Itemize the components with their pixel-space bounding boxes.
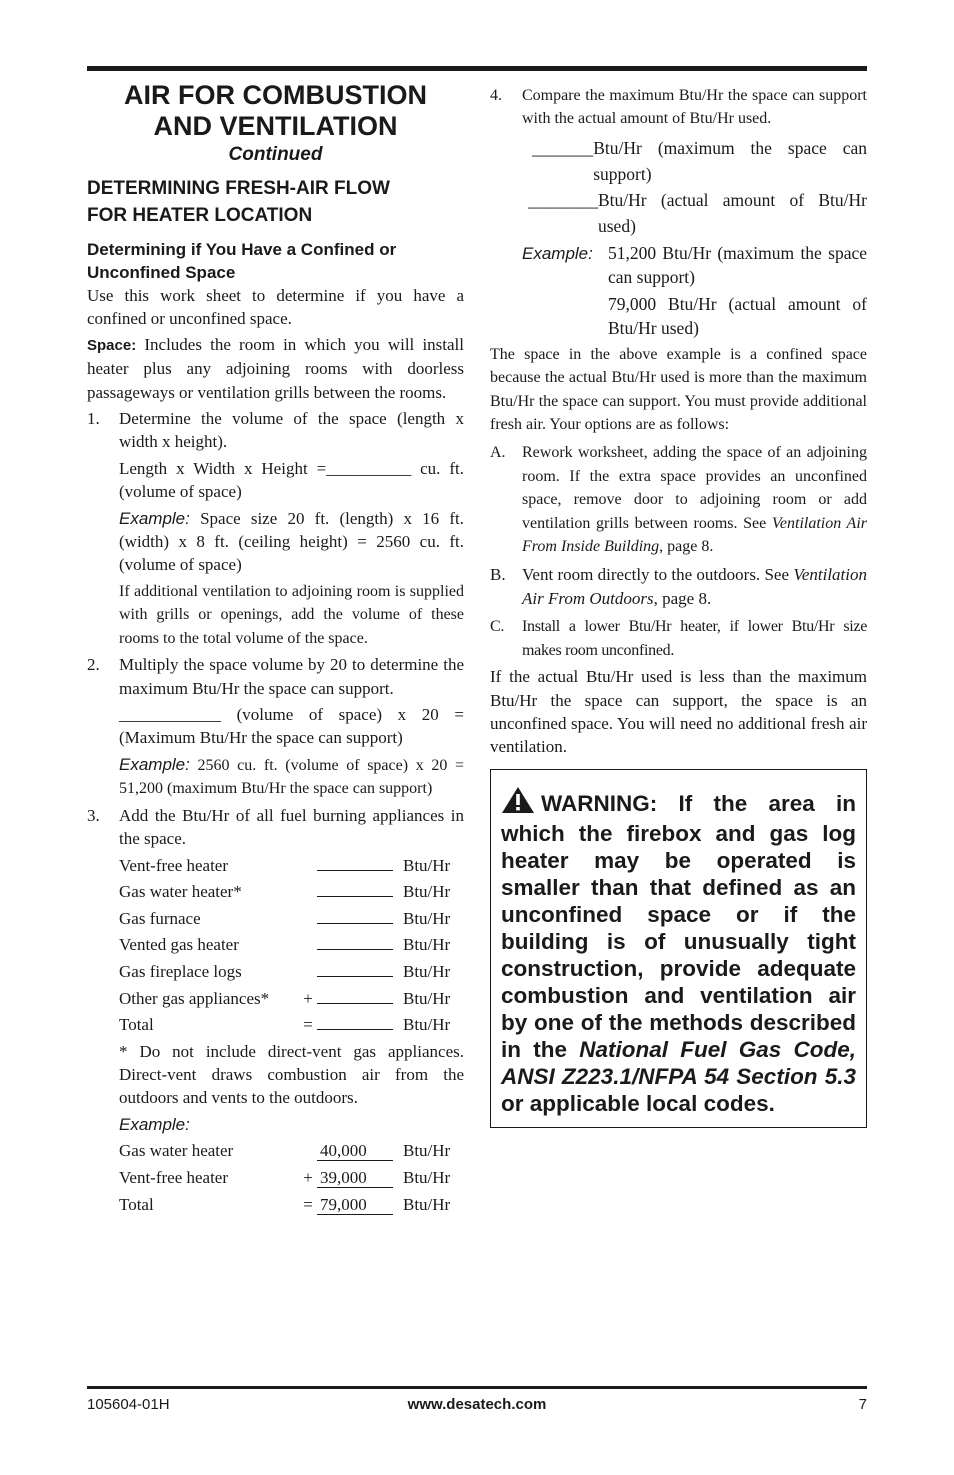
step-3-number: 3. bbox=[87, 805, 100, 825]
example-unit: Btu/Hr bbox=[403, 1141, 451, 1161]
appliance-name: Total bbox=[119, 1015, 154, 1035]
example-worksheet bbox=[119, 1136, 464, 1216]
example-value: 39,000 bbox=[317, 1169, 393, 1188]
step-4-text: Compare the maximum Btu/Hr the space can support with the actual amount of Btu/Hr used. bbox=[522, 87, 867, 128]
compare-example-label: Example: bbox=[522, 243, 593, 263]
appliance-name: Gas furnace bbox=[119, 908, 201, 928]
appliance-operator bbox=[299, 957, 317, 984]
step-2-example-label: Example: bbox=[119, 754, 190, 774]
page-title bbox=[87, 80, 464, 142]
space-text: Includes the room in which you will install heater plus any adjoining rooms with doorless passageways or ventilation grills between the rooms. bbox=[87, 334, 464, 402]
compare-lines bbox=[490, 135, 867, 340]
right-column bbox=[490, 84, 867, 1128]
warning-triangle-icon bbox=[501, 786, 535, 820]
subsection-heading-line-1: Determining if You Have a Confined or bbox=[87, 240, 397, 259]
appliance-operator: = bbox=[303, 1015, 313, 1035]
compare-text-max: Btu/Hr (maximum the space can support) bbox=[593, 137, 867, 184]
space-definition bbox=[87, 333, 464, 404]
appliance-unit: Btu/Hr bbox=[403, 855, 451, 875]
step-1-example-label: Example: bbox=[119, 508, 190, 528]
step-2 bbox=[87, 653, 464, 800]
page-number: 7 bbox=[858, 1396, 867, 1413]
subsection-heading-line-2: Unconfined Space bbox=[87, 263, 236, 282]
appliance-unit: Btu/Hr bbox=[403, 908, 451, 928]
option-a-letter: A. bbox=[490, 444, 506, 462]
option-b-text: Vent room directly to the outdoors. See bbox=[522, 565, 794, 585]
step-3-example-label: Example: bbox=[119, 1114, 190, 1134]
step-2-formula: ____________ (volume of space) x 20 = (Maximum Btu/Hr the space can support) bbox=[119, 704, 464, 748]
document-number: 105604-01H bbox=[87, 1396, 170, 1413]
example-value: 40,000 bbox=[317, 1142, 393, 1161]
warning-text: WARNING: If the area in which the firebox and gas log heater may be operated is smaller than that defined as an unconfined space or if the building is of unusually tight construction, provide adequate combustion and ventilation air by one of the methods described in the bbox=[501, 790, 856, 1062]
warning-box bbox=[490, 769, 867, 1128]
top-rule bbox=[87, 66, 867, 71]
step-2-text: Multiply the space volume by 20 to determine the maximum Btu/Hr the space can support. bbox=[119, 655, 464, 698]
example-operator: = bbox=[303, 1194, 313, 1214]
blank-line bbox=[317, 1015, 393, 1030]
table-row bbox=[119, 1010, 464, 1037]
compare-example-actual: 79,000 Btu/Hr (actual amount of Btu/Hr used) bbox=[608, 293, 867, 338]
table-row bbox=[119, 877, 464, 904]
warning-text-block bbox=[501, 786, 856, 1117]
blank-line bbox=[317, 856, 393, 871]
example-unit: Btu/Hr bbox=[403, 1167, 451, 1187]
appliance-unit: Btu/Hr bbox=[403, 1015, 451, 1035]
example-unit: Btu/Hr bbox=[403, 1194, 451, 1214]
table-row bbox=[119, 957, 464, 984]
appliance-unit: Btu/Hr bbox=[403, 882, 451, 902]
step-1-example-text: Space size 20 ft. (length) x 16 ft. (width) x 8 ft. (ceiling height) = 2560 cu. ft. (volume of space) bbox=[119, 508, 464, 575]
example-name: Vent-free heater bbox=[119, 1167, 229, 1187]
option-c bbox=[490, 615, 867, 662]
appliance-unit: Btu/Hr bbox=[403, 961, 451, 981]
blank-line bbox=[317, 882, 393, 897]
compare-line-max bbox=[490, 135, 867, 187]
example-operator bbox=[299, 1136, 317, 1163]
compare-blank-actual: ________ bbox=[528, 189, 598, 210]
compare-line-actual bbox=[490, 187, 867, 239]
step-1-example bbox=[119, 507, 464, 577]
step-1 bbox=[87, 407, 464, 650]
section-heading bbox=[87, 175, 464, 229]
compare-text-actual: Btu/Hr (actual amount of Btu/Hr used) bbox=[598, 189, 867, 236]
appliance-name: Gas water heater* bbox=[119, 882, 242, 902]
step-2-example-text: 2560 cu. ft. (volume of space) x 20 = 51,200 (maximum Btu/Hr the space can support) bbox=[119, 756, 464, 798]
appliance-operator bbox=[299, 904, 317, 931]
space-label: Space: bbox=[87, 336, 137, 354]
left-column bbox=[87, 80, 464, 1216]
compare-example bbox=[490, 241, 867, 340]
step-1-note: If additional ventilation to adjoining room is supplied with grills or openings, add the volume of these rooms to the total volume of the space. bbox=[119, 582, 464, 647]
blank-line bbox=[317, 962, 393, 977]
table-row bbox=[119, 930, 464, 957]
step-3-note: * Do not include direct-vent gas appliances. Direct-vent draws combustion air from the outdoors and vents to the outdoors. bbox=[119, 1041, 464, 1108]
website-link[interactable]: www.desatech.com bbox=[407, 1396, 547, 1413]
continued-label: Continued bbox=[228, 144, 323, 165]
option-b bbox=[490, 563, 867, 610]
appliance-operator bbox=[299, 930, 317, 957]
step-2-example bbox=[119, 753, 464, 801]
compare-example-max: 51,200 Btu/Hr (maximum the space can support) bbox=[608, 242, 867, 287]
appliance-worksheet bbox=[119, 850, 464, 1036]
compare-blank-max: _______ bbox=[532, 137, 594, 158]
appliance-operator: + bbox=[303, 988, 313, 1008]
compare-example-values bbox=[608, 241, 867, 340]
section-heading-line-1: DETERMINING FRESH-AIR FLOW bbox=[87, 178, 390, 199]
option-a-page: , page 8. bbox=[659, 538, 714, 556]
step-1-formula: Length x Width x Height =__________ cu. ft. (volume of space) bbox=[119, 458, 464, 502]
step-3-text: Add the Btu/Hr of all fuel burning appliances in the space. bbox=[119, 805, 464, 848]
step-2-number: 2. bbox=[87, 655, 100, 675]
step-1-number: 1. bbox=[87, 409, 100, 429]
option-c-letter: C. bbox=[490, 618, 505, 636]
table-row bbox=[119, 983, 464, 1010]
step-1-text: Determine the volume of the space (length x width x height). bbox=[119, 409, 464, 452]
title-line-1: AIR FOR COMBUSTION bbox=[124, 80, 427, 110]
option-b-reference: Ventilation Air From Outdoors bbox=[522, 565, 867, 608]
example-value: 79,000 bbox=[317, 1196, 393, 1215]
option-c-text: Install a lower Btu/Hr heater, if lower Btu/Hr size makes room unconfined. bbox=[522, 618, 867, 659]
subsection-heading bbox=[87, 238, 464, 284]
warning-tail: or applicable local codes. bbox=[501, 1090, 775, 1116]
table-row bbox=[119, 1189, 464, 1216]
intro-paragraph: Use this work sheet to determine if you have a confined or unconfined space. bbox=[87, 286, 464, 329]
option-a-text: Rework worksheet, adding the space of an adjoining room. If the extra space provides an unconfined space, remove door to adjoining room or add ventilation grills between rooms. See bbox=[522, 444, 867, 532]
appliance-name: Vented gas heater bbox=[119, 935, 239, 955]
appliance-name: Gas fireplace logs bbox=[119, 961, 242, 981]
table-row bbox=[119, 850, 464, 877]
option-a-reference: Ventilation Air From Inside Building bbox=[522, 514, 868, 556]
section-heading-line-2: FOR HEATER LOCATION bbox=[87, 205, 313, 226]
option-b-page: , page 8. bbox=[653, 588, 712, 608]
appliance-name: Other gas appliances* bbox=[119, 988, 270, 1008]
appliance-operator bbox=[299, 850, 317, 877]
blank-line bbox=[317, 909, 393, 924]
step-4-number: 4. bbox=[490, 87, 502, 104]
title-line-2: AND VENTILATION bbox=[153, 111, 398, 141]
table-row bbox=[119, 1163, 464, 1190]
appliance-unit: Btu/Hr bbox=[403, 988, 451, 1008]
appliance-operator bbox=[299, 877, 317, 904]
bottom-rule bbox=[87, 1386, 867, 1389]
step-4 bbox=[490, 84, 867, 131]
table-row bbox=[119, 1136, 464, 1163]
appliance-name: Vent-free heater bbox=[119, 855, 229, 875]
table-row bbox=[119, 904, 464, 931]
step-3 bbox=[87, 804, 464, 1216]
option-b-letter: B. bbox=[490, 565, 506, 585]
example-operator: + bbox=[303, 1167, 313, 1187]
appliance-unit: Btu/Hr bbox=[403, 935, 451, 955]
blank-line bbox=[317, 935, 393, 950]
example-name: Gas water heater bbox=[119, 1141, 234, 1161]
unconfined-paragraph: If the actual Btu/Hr used is less than the maximum Btu/Hr the space can support, the space is an unconfined space. You will need no additional fresh air ventilation. bbox=[490, 667, 867, 757]
blank-line bbox=[317, 989, 393, 1004]
option-a bbox=[490, 441, 867, 558]
confined-paragraph: The space in the above example is a confined space because the actual Btu/Hr used is more than the maximum Btu/Hr the space can support. You must provide additional fresh air. Your options are as follows: bbox=[490, 345, 867, 434]
example-name: Total bbox=[119, 1194, 154, 1214]
warning-code-reference: National Fuel Gas Code, ANSI Z223.1/NFPA 54 Section 5.3 bbox=[501, 1036, 857, 1089]
